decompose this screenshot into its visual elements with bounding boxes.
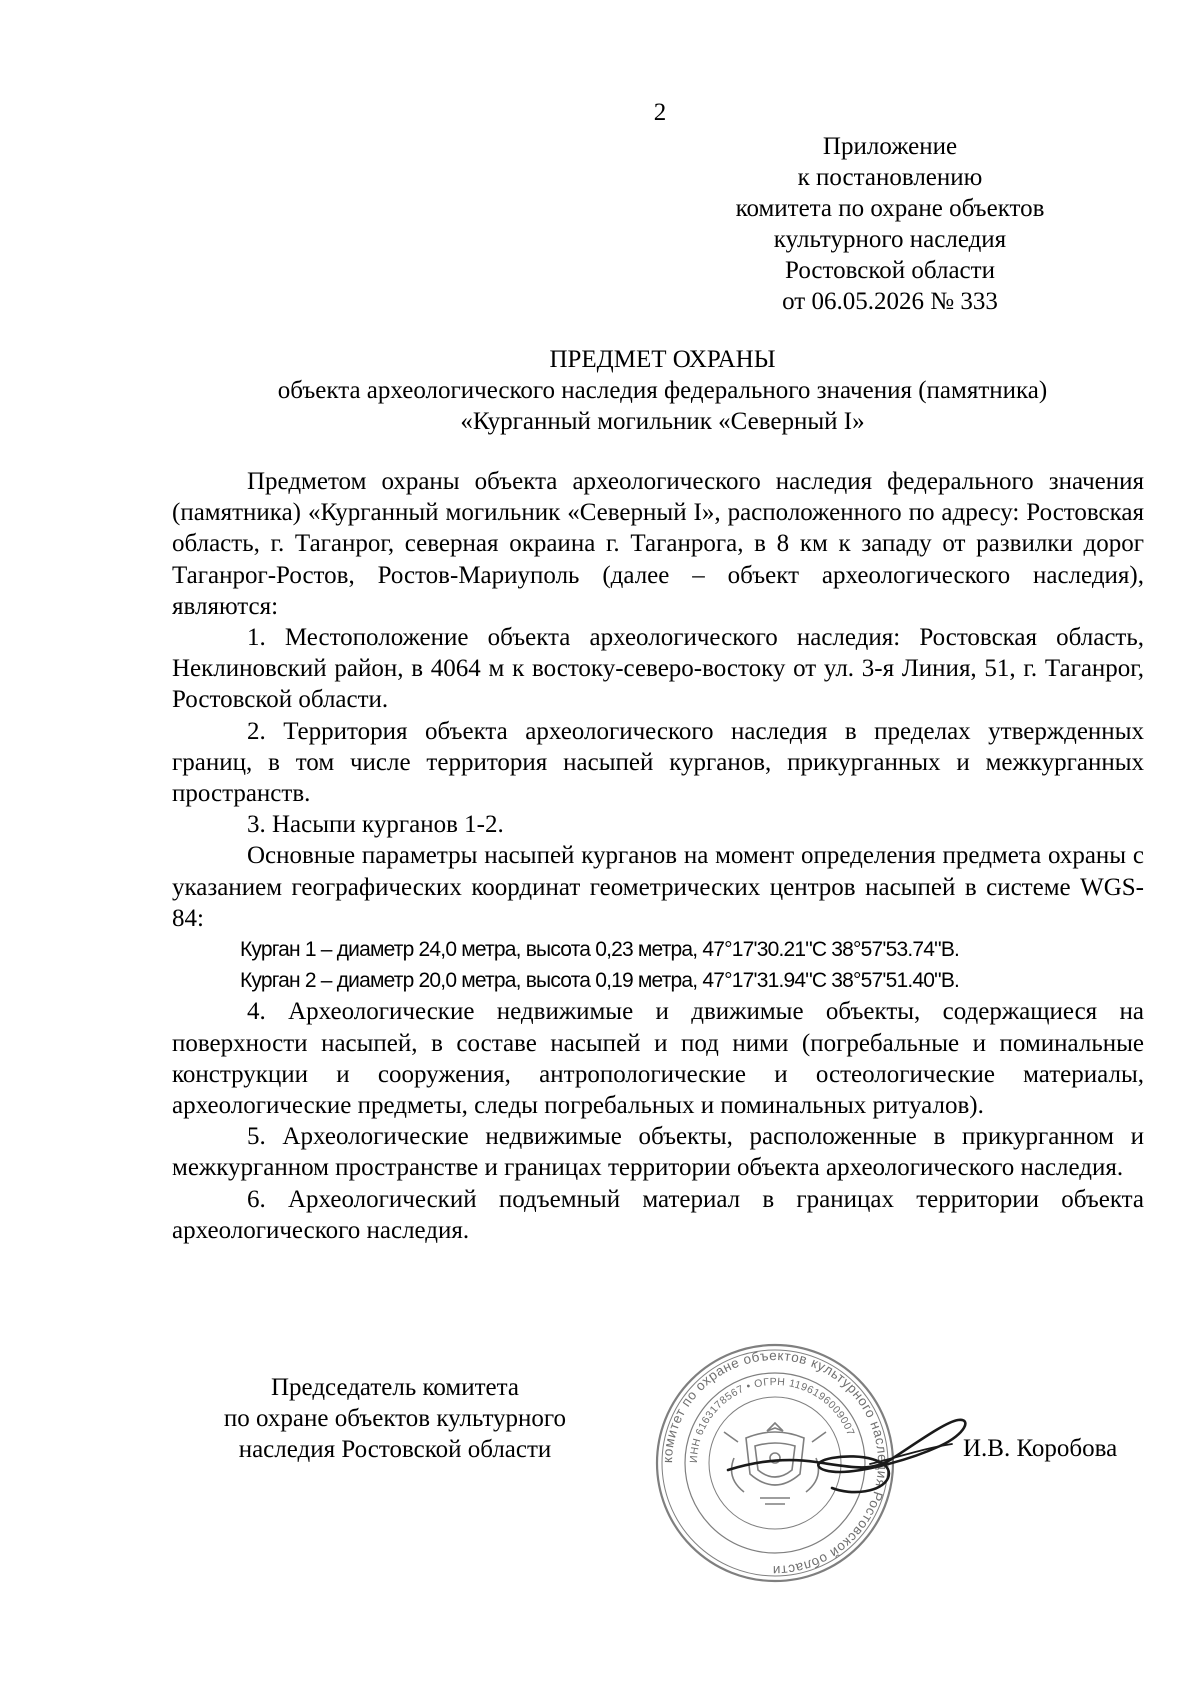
appendix-line: к постановлению: [797, 164, 983, 191]
appendix-line: комитета по охране объектов: [735, 195, 1045, 222]
handwritten-signature: [720, 1400, 980, 1510]
kurgan-2-params: Курган 2 – диаметр 20,0 метра, высота 0,19 метра, 47°17'31.94"С 38°57'51.40"В.: [240, 969, 960, 993]
stamp-inner-text: ИНН 6163178567 • ОГРН 1196196009007: [687, 1375, 857, 1464]
item-immovable-objects: 5. Археологические недвижимые объекты, расположенные в прикурганном и межкурганном пространстве и границах территории объекта археологического наследия.: [172, 1123, 1144, 1182]
document-title: [170, 344, 1155, 437]
appendix-line: от 06.05.2026 № 333: [782, 288, 998, 315]
signatory-name: И.В. Коробова: [963, 1435, 1118, 1462]
page-number: 2: [653, 99, 667, 126]
kurgan-1-params: Курган 1 – диаметр 24,0 метра, высота 0,23 метра, 47°17'30.21"С 38°57'53.74"В.: [240, 938, 960, 962]
title-object-name: «Курганный могильник «Северный I»: [460, 408, 865, 435]
title-heading: ПРЕДМЕТ ОХРАНЫ: [549, 346, 776, 373]
item-surface-material: 6. Археологический подъемный материал в границах территории объекта археологического наследия.: [172, 1185, 1144, 1244]
intro-paragraph: Предметом охраны объекта археологического наследия федерального значения (памятника) «Курганный могильник «Северный I», расположенного по адресу: Ростовская область, г. Таганрог, северная окраина г. Таганрога, в 8 км к западу от развилки дорог Таганрог-Ростов, Ростов-Мариуполь (далее – объект археологического наследия), являются:: [172, 468, 1144, 620]
params-paragraph: Основные параметры насыпей курганов на момент определения предмета охраны с указанием географических координат геометрических центров насыпей в системе WGS-84:: [172, 842, 1144, 932]
appendix-line: Приложение: [822, 133, 958, 160]
item-territory: 2. Территория объекта археологического наследия в пределах утвержденных границ, в том числе территория насыпей курганов, прикурганных и межкурганных пространств.: [172, 717, 1144, 808]
stamp-outer-text: комитет по охране объектов культурного наследия Ростовской области: [659, 1347, 891, 1579]
appendix-line: Ростовской области: [785, 257, 995, 284]
appendix-line: культурного наследия: [773, 226, 1007, 253]
title-subheading: объекта археологического наследия федерального значения (памятника): [277, 377, 1048, 404]
appendix-header: [715, 131, 1065, 317]
signatory-position-line: наследия Ростовской области: [238, 1436, 552, 1463]
signatory-position-line: Председатель комитета: [271, 1374, 519, 1401]
item-location: 1. Местоположение объекта археологического наследия: Ростовская область, Неклиновский район, в 4064 м к востоку-северо-востоку от ул. 3-я Линия, 51, г. Таганрог, Ростовской области.: [172, 624, 1144, 714]
item-mounds: 3. Насыпи курганов 1-2.: [247, 811, 504, 839]
signatory-position: [175, 1372, 615, 1465]
document-body: [172, 466, 1144, 1246]
signatory-position-line: по охране объектов культурного: [223, 1405, 567, 1432]
item-archaeological-objects: 4. Археологические недвижимые и движимые объекты, содержащиеся на поверхности насыпей, в составе насыпей и под ними (погребальные и поминальные конструкции и сооружения, антропологические и остеологические материалы, археологические предметы, следы погребальных и поминальных ритуалов).: [172, 998, 1144, 1120]
